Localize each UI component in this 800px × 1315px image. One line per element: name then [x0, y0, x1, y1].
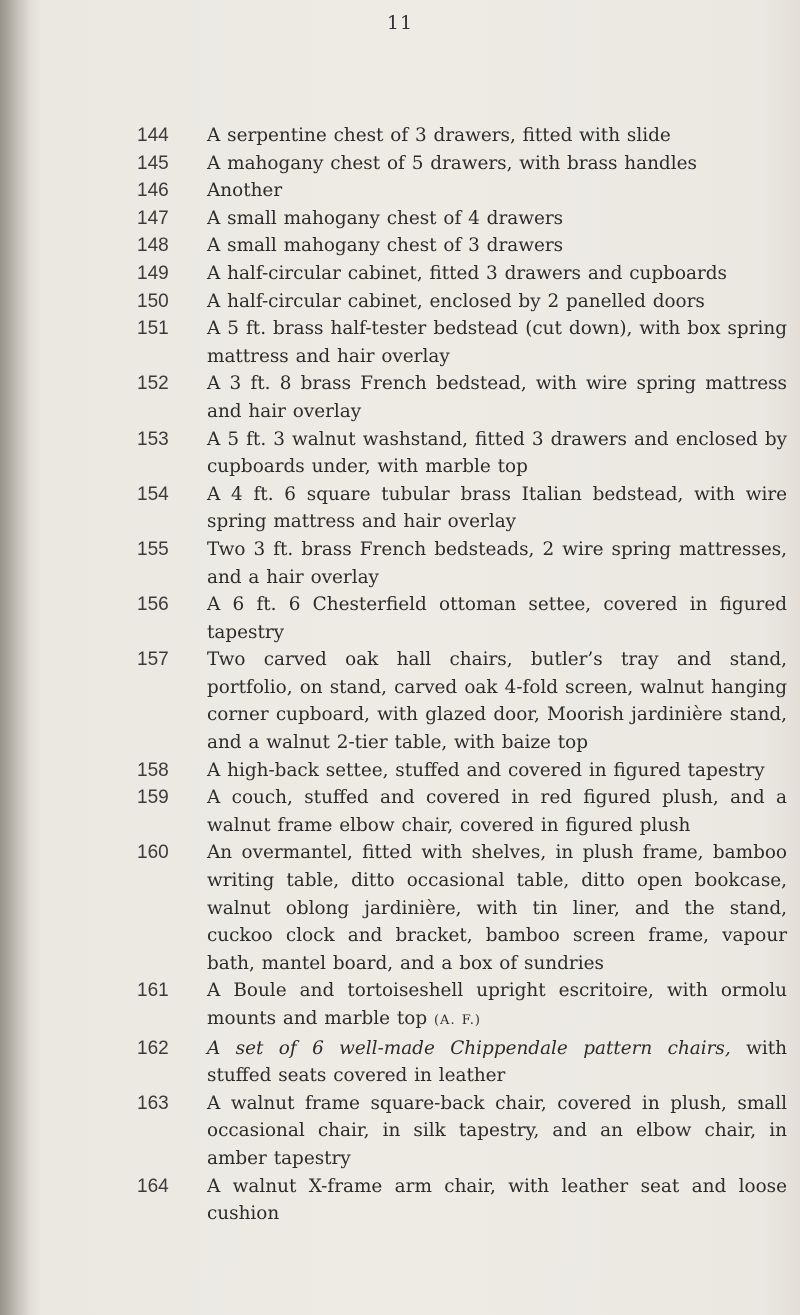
lot-description: A 6 ft. 6 Chesterfield ottoman settee, covered in figured tapestry: [207, 594, 787, 643]
lot-149: [137, 260, 787, 288]
lot-158: [137, 757, 787, 785]
lot-164: [137, 1173, 787, 1228]
lot-161: [137, 977, 787, 1034]
lot-description: A couch, stuffed and covered in red figured plush, and a walnut frame elbow chair, covered in figured plush: [207, 787, 787, 836]
lot-163: [137, 1090, 787, 1173]
lot-number: 157: [137, 649, 169, 671]
lot-description: A walnut frame square-back chair, covered in plush, small occasional chair, in silk tapestry, and an elbow chair, in amber tapestry: [207, 1092, 787, 1169]
lot-147: [137, 205, 787, 233]
lot-description: A small mahogany chest of 4 drawers: [207, 207, 564, 229]
lot-150: [137, 288, 787, 316]
lot-description-text: A Boule and tortoiseshell upright escritoire, with ormolu mounts and marble top: [207, 980, 787, 1029]
lot-155: [137, 536, 787, 591]
lot-description: A half-circular cabinet, fitted 3 drawers and cupboards: [207, 262, 727, 284]
lot-number: 147: [137, 207, 169, 229]
lot-number: 150: [137, 290, 169, 312]
lot-description: An overmantel, fitted with shelves, in plush frame, bamboo writing table, ditto occasional table, ditto open bookcase, walnut oblong jardinière, with tin liner, and the stand, cuckoo clock and bracket, bamboo screen frame, vapour bath, mantel board, and a box of sundries: [207, 842, 787, 974]
lot-148: [137, 232, 787, 260]
lot-151: [137, 315, 787, 370]
lot-number: 160: [137, 842, 169, 864]
lot-description: A serpentine chest of 3 drawers, fitted with slide: [207, 125, 671, 146]
lot-154: [137, 481, 787, 536]
lot-number: 163: [137, 1092, 169, 1114]
lot-description: A 4 ft. 6 square tubular brass Italian bedstead, with wire spring mattress and hair overlay: [207, 483, 787, 533]
lot-description: A small mahogany chest of 3 drawers: [207, 235, 564, 257]
lot-145: [137, 150, 787, 178]
lot-number: 162: [137, 1037, 169, 1059]
lot-number: 149: [137, 262, 169, 284]
lot-description: A half-circular cabinet, enclosed by 2 panelled doors: [207, 290, 705, 312]
lot-160: [137, 839, 787, 977]
lot-number: 156: [137, 594, 169, 616]
lot-description: Another: [207, 180, 283, 202]
lot-number: 153: [137, 428, 169, 450]
lot-description: A mahogany chest of 5 drawers, with brass handles: [207, 152, 697, 174]
lot-number: 154: [137, 483, 169, 505]
lot-159: [137, 784, 787, 839]
lot-description-italic: A set of 6 well-made Chippendale pattern chairs,: [207, 1037, 731, 1059]
lot-number: 151: [137, 318, 169, 340]
lot-description: A walnut X-frame arm chair, with leather seat and loose cushion: [207, 1175, 787, 1225]
lot-162: [137, 1035, 787, 1090]
lot-146: [137, 177, 787, 205]
lot-description: [207, 977, 787, 1034]
lot-number: 146: [137, 180, 169, 202]
lot-number: 158: [137, 759, 169, 781]
lot-description: [207, 1035, 787, 1090]
lot-number: 148: [137, 235, 169, 257]
binding-shadow: [0, 0, 30, 1315]
lot-description: A 5 ft. brass half-tester bedstead (cut down), with box spring mattress and hair overlay: [207, 318, 787, 367]
lot-description: Two carved oak hall chairs, butler’s tray and stand, portfolio, on stand, carved oak 4-fold screen, walnut hanging corner cupboard, with glazed door, Moorish jardinière stand, and a walnut 2-tier table, with baize top: [207, 649, 787, 754]
lot-157: [137, 646, 787, 756]
lot-number: 145: [137, 152, 169, 174]
lot-number: 164: [137, 1175, 169, 1197]
lot-list: [137, 122, 787, 1228]
lot-mark: (A. F.): [433, 1013, 481, 1028]
lot-number: 144: [137, 125, 169, 146]
page-number: 11: [386, 12, 414, 34]
lot-description-text: with stuffed seats covered in leather: [207, 1037, 787, 1087]
lot-144: [137, 122, 787, 150]
lot-description: A 5 ft. 3 walnut washstand, fitted 3 drawers and enclosed by cupboards under, with marble top: [207, 428, 787, 478]
lot-156: [137, 591, 787, 646]
lot-number: 152: [137, 373, 169, 395]
lot-description: A 3 ft. 8 brass French bedstead, with wire spring mattress and hair overlay: [207, 373, 787, 422]
lot-153: [137, 426, 787, 481]
lot-description: Two 3 ft. brass French bedsteads, 2 wire spring mattresses, and a hair overlay: [207, 538, 787, 588]
lot-number: 155: [137, 538, 169, 560]
lot-152: [137, 370, 787, 425]
lot-number: 161: [137, 980, 169, 1002]
lot-description: A high-back settee, stuffed and covered in figured tapestry: [207, 759, 765, 781]
lot-number: 159: [137, 787, 169, 809]
